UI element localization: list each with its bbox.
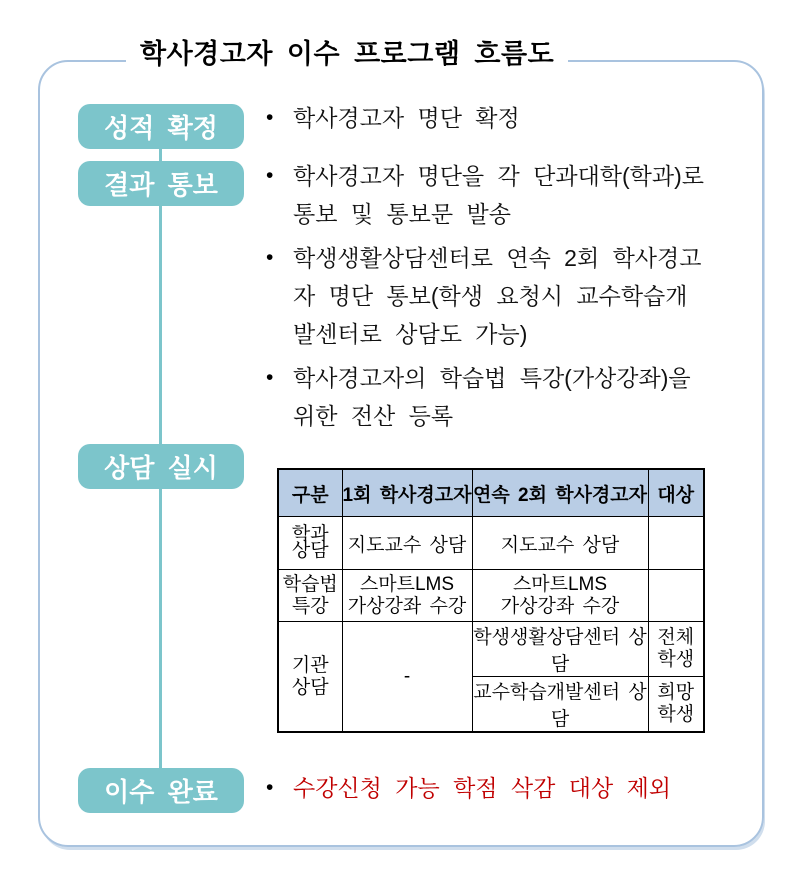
header-target: 대상 bbox=[648, 469, 704, 517]
flow-step-grade-confirm: 성적 확정 bbox=[78, 104, 244, 149]
cell-second-warning: 지도교수 상담 bbox=[472, 517, 648, 570]
bullet-text: 학사경고자 명단 확정 bbox=[293, 105, 520, 131]
bullet-icon: • bbox=[266, 366, 274, 389]
cell-text: 가상강좌 수강 bbox=[347, 595, 467, 617]
cell-second-warning: 교수학습개발센터 상담 bbox=[472, 677, 648, 733]
page-title: 학사경고자 이수 프로그램 흐름도 bbox=[126, 36, 568, 72]
cell-text: 기관 bbox=[291, 654, 329, 676]
result-notice-bullets bbox=[266, 157, 704, 441]
cell-text: 특강 bbox=[291, 595, 329, 617]
bullet-text: 학사경고자의 학습법 특강(가상강좌)을 bbox=[293, 365, 691, 391]
flow-step-result-notice: 결과 통보 bbox=[78, 161, 244, 206]
header-category: 구분 bbox=[278, 469, 342, 517]
bullet-icon: • bbox=[266, 776, 274, 799]
bullet-text: 통보 및 통보문 발송 bbox=[293, 201, 511, 227]
cell-first-warning bbox=[342, 570, 472, 622]
cell-text: 학과 bbox=[291, 524, 329, 545]
cell-text: 전체 bbox=[657, 627, 695, 648]
cell-target bbox=[648, 570, 704, 622]
bullet-icon: • bbox=[266, 106, 274, 129]
cell-category bbox=[278, 517, 342, 570]
table-header-row bbox=[278, 469, 704, 517]
cell-text: 희망 bbox=[657, 682, 695, 703]
table-row bbox=[278, 517, 704, 570]
bullet-text: 위한 전산 등록 bbox=[293, 403, 454, 429]
cell-second-warning: 학생생활상담센터 상담 bbox=[472, 622, 648, 677]
cell-text: 가상강좌 수강 bbox=[500, 595, 620, 617]
list-item bbox=[266, 157, 704, 233]
header-second-warning: 연속 2회 학사경고자 bbox=[472, 469, 648, 517]
cell-second-warning bbox=[472, 570, 648, 622]
flow-step-counseling: 상담 실시 bbox=[78, 444, 244, 489]
bullet-text: 학사경고자 명단을 각 단과대학(학과)로 bbox=[293, 163, 704, 189]
cell-text: 상담 bbox=[291, 676, 329, 698]
cell-first-warning: - bbox=[342, 622, 472, 733]
cell-text: 스마트LMS bbox=[512, 573, 608, 595]
counseling-table bbox=[277, 468, 705, 733]
list-item bbox=[266, 359, 704, 435]
bullet-text: 발센터로 상담도 가능) bbox=[293, 321, 528, 347]
cell-target bbox=[648, 517, 704, 570]
list-item bbox=[266, 769, 671, 807]
bullet-text: 자 명단 통보(학생 요청시 교수학습개 bbox=[293, 283, 688, 309]
completion-bullets bbox=[266, 769, 671, 813]
cell-target bbox=[648, 677, 704, 733]
cell-first-warning: 지도교수 상담 bbox=[342, 517, 472, 570]
table-row bbox=[278, 622, 704, 677]
table-row bbox=[278, 570, 704, 622]
header-first-warning: 1회 학사경고자 bbox=[342, 469, 472, 517]
cell-text: 학생 bbox=[657, 649, 695, 670]
cell-text: 스마트LMS bbox=[359, 573, 455, 595]
flow-step-completion: 이수 완료 bbox=[78, 768, 244, 813]
cell-target bbox=[648, 622, 704, 677]
bullet-icon: • bbox=[266, 246, 274, 269]
list-item bbox=[266, 239, 704, 353]
cell-category bbox=[278, 622, 342, 733]
bullet-icon: • bbox=[266, 164, 274, 187]
list-item bbox=[266, 99, 520, 137]
cell-text: 학생 bbox=[657, 704, 695, 725]
grade-confirm-bullets bbox=[266, 99, 520, 143]
bullet-text-red: 수강신청 가능 학점 삭감 대상 제외 bbox=[293, 775, 672, 801]
cell-text: 상담 bbox=[291, 540, 329, 561]
cell-text: 학습법 bbox=[282, 573, 338, 595]
bullet-text: 학생생활상담센터로 연속 2회 학사경고 bbox=[293, 245, 702, 271]
cell-category bbox=[278, 570, 342, 622]
